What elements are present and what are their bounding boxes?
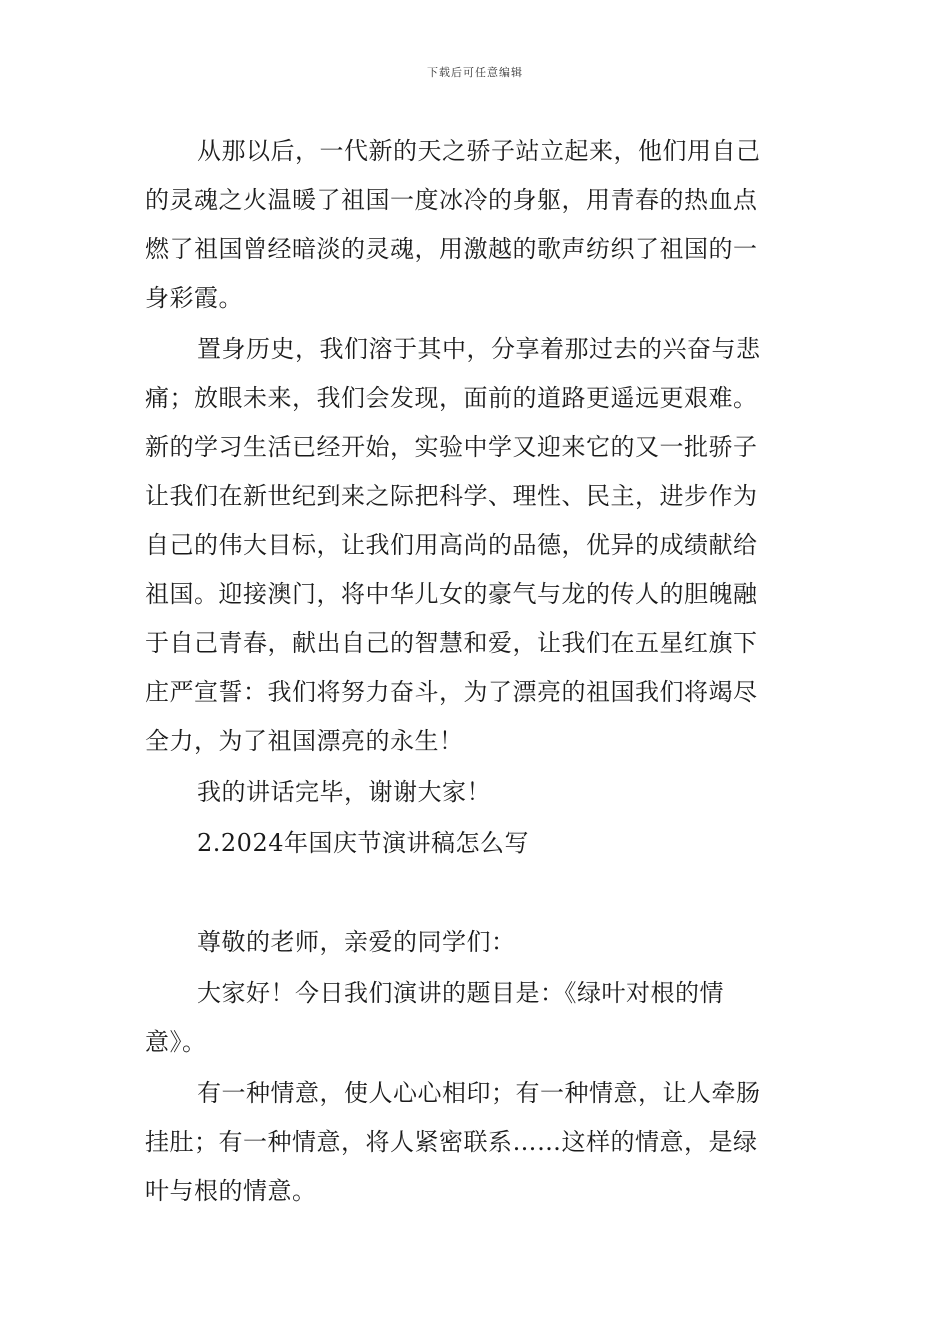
paragraph-line: 全力，为了祖国漂亮的永生！ — [145, 727, 464, 755]
paragraph-line: 挂肚；有一种情意，将人紧密联系……这样的情意，是绿 — [145, 1128, 758, 1156]
paragraph-line: 自己的伟大目标，让我们用高尚的品德，优异的成绩献给 — [145, 531, 758, 559]
paragraph-line: 叶与根的情意。 — [145, 1177, 317, 1205]
paragraph-line: 让我们在新世纪到来之际把科学、理性、民主，进步作为 — [145, 482, 758, 510]
paragraph-line: 置身历史，我们溶于其中，分享着那过去的兴奋与悲 — [197, 335, 761, 363]
paragraph-line: 意》。 — [145, 1028, 207, 1056]
paragraph-line: 新的学习生活已经开始，实验中学又迎来它的又一批骄子 — [145, 433, 758, 461]
paragraph-line: 痛；放眼未来，我们会发现，面前的道路更遥远更艰难。 — [145, 384, 758, 412]
paragraph-line: 身彩霞。 — [145, 284, 243, 312]
paragraph-line: 的灵魂之火温暖了祖国一度冰冷的身躯，用青春的热血点 — [145, 186, 758, 214]
page-header: 下载后可任意编辑 — [427, 66, 523, 79]
paragraph-line: 于自己青春，献出自己的智慧和爱，让我们在五星红旗下 — [145, 629, 758, 657]
paragraph-line: 燃了祖国曾经暗淡的灵魂，用激越的歌声纺织了祖国的一 — [145, 235, 758, 263]
section-heading: 2.2024年国庆节演讲稿怎么写 — [197, 829, 529, 857]
paragraph-line: 大家好！今日我们演讲的题目是：《绿叶对根的情 — [197, 979, 724, 1007]
paragraph-line: 庄严宣誓：我们将努力奋斗，为了漂亮的祖国我们将竭尽 — [145, 678, 758, 706]
paragraph-line: 有一种情意，使人心心相印；有一种情意，让人牵肠 — [197, 1079, 761, 1107]
paragraph-line: 从那以后，一代新的天之骄子站立起来，他们用自己 — [197, 137, 761, 165]
salutation-line: 尊敬的老师，亲爱的同学们： — [197, 928, 516, 956]
closing-line: 我的讲话完毕，谢谢大家！ — [197, 778, 491, 806]
paragraph-line: 祖国。迎接澳门，将中华儿女的豪气与龙的传人的胆魄融 — [145, 580, 758, 608]
